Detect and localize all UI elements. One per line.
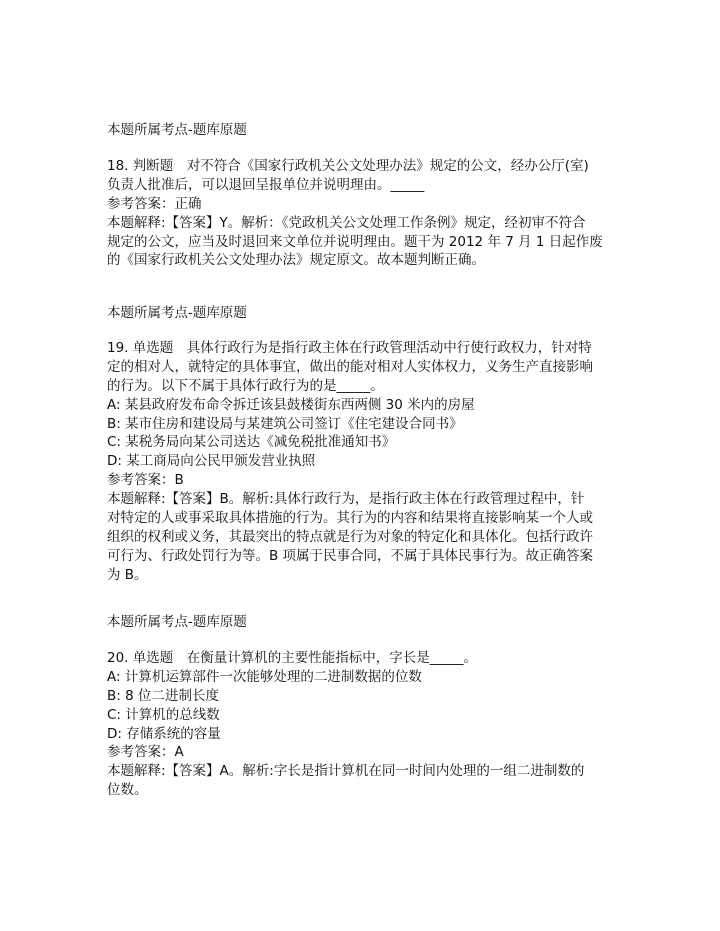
text-line: C: 某税务局向某公司送达《减免税批准通知书》 [107, 434, 396, 451]
question-20 [107, 649, 667, 800]
text-line: D: 存储系统的容量 [107, 725, 221, 742]
text-line: A: 计算机运算部件一次能够处理的二进制数据的位数 [107, 668, 422, 685]
text-line: 本题解释:【答案】A。解析:字长是指计算机在同一时间内处理的一组二进制数的 [107, 763, 585, 780]
text-line: 18. 判断题 对不符合《国家行政机关公文处理办法》规定的公文，经办公厅(室) [107, 158, 589, 174]
text-line: 可行为、行政处罚行为等。B 项属于民事合同，不属于具体民事行为。故正确答案 [107, 547, 594, 564]
text-line: 20. 单选题 在衡量计算机的主要性能指标中，字长是_____。 [107, 650, 478, 666]
text-line: 对特定的人或事采取具体措施的行为。其行为的内容和结果将直接影响某一个人或 [107, 510, 593, 527]
text-line: B: 某市住房和建设局与某建筑公司签订《住宅建设合同书》 [107, 415, 463, 432]
text-line: 19. 单选题 具体行政行为是指行政主体在行政管理活动中行使行政权力，针对特 [107, 340, 592, 356]
text-line: 本题解释:【答案】Y。解析：《党政机关公文处理工作条例》规定，经初审不符合 [107, 214, 586, 231]
text-line: 参考答案：正确 [107, 195, 202, 212]
text-line: C: 计算机的总线数 [107, 706, 220, 723]
text-line: 为 B。 [107, 566, 148, 583]
text-line: 参考答案：B [107, 472, 184, 489]
text-line: 的《国家行政机关公文处理办法》规定原文。故本题判断正确。 [107, 252, 485, 269]
text-line: 组织的权利或义务，其最突出的特点就是行为对象的特定化和具体化。包括行政许 [107, 528, 593, 545]
question-18 [107, 157, 667, 270]
question-19 [107, 339, 667, 585]
section-header-3 [107, 613, 667, 632]
text-line: A: 某县政府发布命令拆迁该县鼓楼街东西两侧 30 米内的房屋 [107, 396, 475, 413]
topic-header: 本题所属考点-题库原题 [107, 305, 247, 321]
section-header-1 [107, 121, 667, 140]
topic-header: 本题所属考点-题库原题 [107, 614, 247, 630]
text-line: 定的相对人，就特定的具体事宜，做出的能对相对人实体权力，义务生产直接影响 [107, 358, 593, 375]
text-line: D: 某工商局向公民甲颁发营业执照 [107, 453, 316, 470]
text-line: 本题解释:【答案】B。解析:具体行政行为，是指行政主体在行政管理过程中，针 [107, 491, 585, 508]
text-line: 负责人批准后，可以退回呈报单位并说明理由。_____ [107, 176, 425, 193]
text-line: 参考答案：A [107, 744, 184, 761]
text-line: 的行为。以下不属于具体行政行为的是_____。 [107, 377, 384, 394]
section-header-2 [107, 304, 667, 323]
topic-header: 本题所属考点-题库原题 [107, 122, 247, 138]
text-line: 位数。 [107, 782, 148, 799]
text-line: B: 8 位二进制长度 [107, 687, 219, 704]
text-line: 规定的公文，应当及时退回来文单位并说明理由。题干为 2012 年 7 月 1 日起作废 [107, 233, 603, 250]
